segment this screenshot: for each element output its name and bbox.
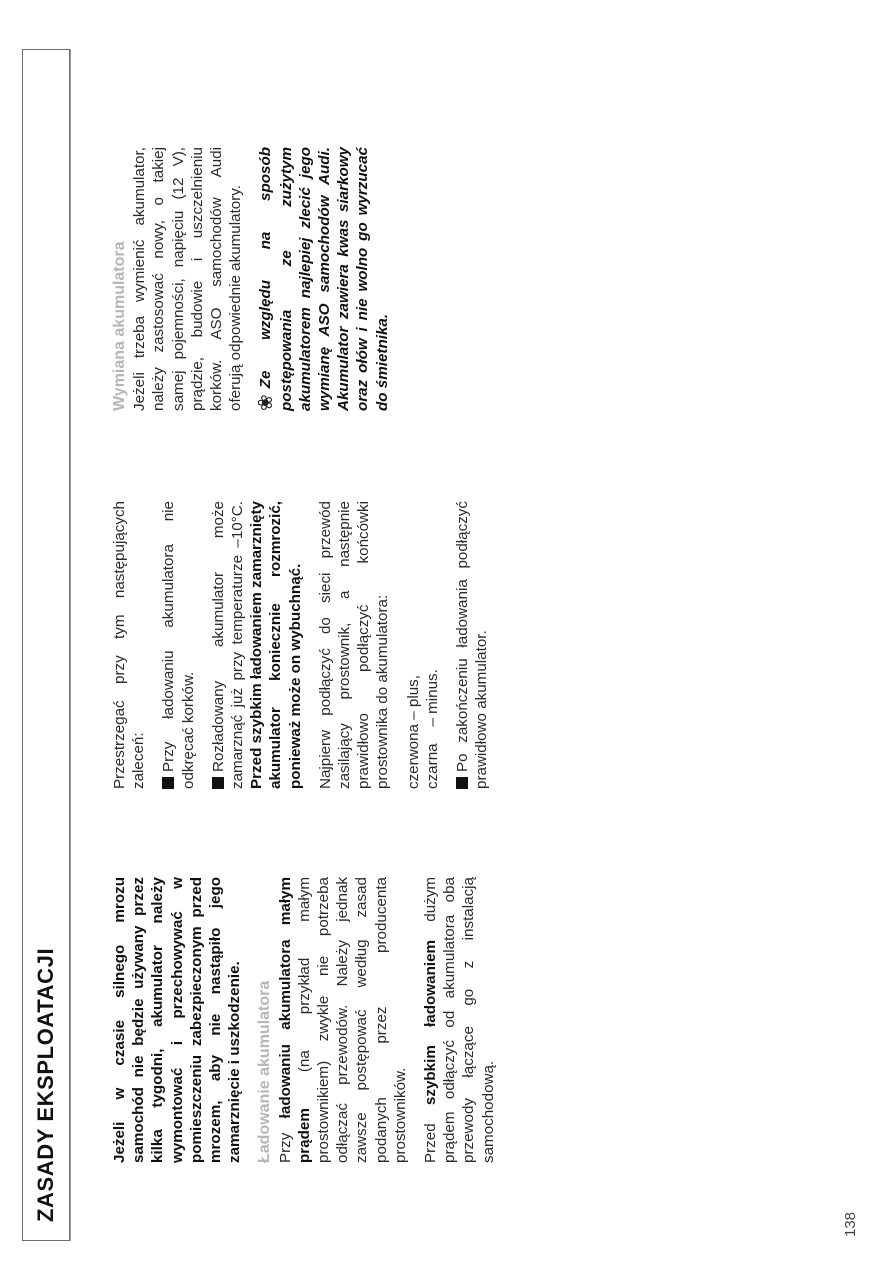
flower-icon: ❀ <box>255 394 278 411</box>
column-1 <box>110 877 509 1163</box>
bullet-freeze-warning: Przed szybkim ładowaniem zamarznięty akumulator koniecznie rozmrozić, ponieważ może on wybuchnąć. <box>248 501 304 789</box>
winter-storage-paragraph: Jeżeli w czasie silnego mrozu samochód nie będzie używany przez kilka tygodni, akumulator należy wymontować i przechowywać w pomieszczeniu zabezpieczonym przed mrozem, aby nie nastąpiło jego zamarznięcie i uszkodzenie. <box>111 877 244 1163</box>
fast-charging-text: dużym prądem odłączyć od akumulatora oba przewody łączące go z instalacją samochodową. <box>422 877 497 1163</box>
column-2 <box>110 501 502 789</box>
slow-charging-text: (na przykład małym prostownikiem) zwykle nie potrzeba odłączać przewodów. Należy jednak zawsze postępować według zasad podanych przez producenta prostowników. <box>295 877 409 1163</box>
bullet-square-icon <box>162 777 174 789</box>
bullet-square-icon <box>456 777 468 789</box>
bullet-freeze <box>209 501 305 789</box>
page-number: 138 <box>842 1211 859 1237</box>
subheading-replacement: Wymiana akumulatora <box>111 241 128 411</box>
fast-charging-lead: Przed <box>422 1105 440 1163</box>
wire-black: czarna – minus. <box>423 669 441 789</box>
environment-note <box>256 147 391 411</box>
slow-charging-emphasis: ładowaniu akumulatora małym prądem <box>276 877 313 1163</box>
bullet-square-icon <box>212 777 224 789</box>
section-header <box>22 49 70 1241</box>
slow-charging-lead: Przy <box>276 1118 294 1163</box>
header-divider <box>70 49 71 1241</box>
charger-connection-paragraph: Najpierw podłączyć do sieci przewód zasilający prostownik, a następnie prawidłowo podłączyć końcówki prostownika do akumulatora: <box>316 501 392 789</box>
fast-charging-paragraph <box>421 877 498 1163</box>
environment-note-text: Ze względu na sposób postępowania ze zużytym akumulatorem najlepiej zlecić jego wymianę ASO samochodów Audi. Akumulator zawiera kwas siarkowy oraz ołów i nie wolno go wyrzucać do śmietnika. <box>257 147 391 411</box>
bullet-reconnect-text: Po zakończeniu ładowania podłączyć prawidłowo akumulator. <box>454 501 491 789</box>
bullet-caps-text: Przy ładowaniu akumulatora nie odkręcać korków. <box>160 501 197 789</box>
bullet-reconnect <box>453 501 491 789</box>
recommendations-intro: Przestrzegać przy tym następujących zaleceń: <box>111 501 148 789</box>
replacement-paragraph: Jeżeli trzeba wymienić akumulator, należy zastosować nowy, o takiej samej pojemności, napięciu (12 V), prądzie, budowie i uszczelnieniu korków. ASO samochodów Audi oferują odpowiednie akumulatory. <box>131 147 245 411</box>
subheading-charging: Ładowanie akumulatora <box>256 980 274 1163</box>
bullet-freeze-text: Rozładowany akumulator może zamarznąć już przy temperaturze –10°C. <box>209 501 247 789</box>
wire-red: czerwona – plus, <box>404 675 422 789</box>
section-title: ZASADY EKSPLOATACJI <box>33 947 58 1222</box>
bullet-caps <box>159 501 197 789</box>
slow-charging-paragraph <box>276 877 410 1163</box>
column-3 <box>110 147 403 411</box>
fast-charging-emphasis: szybkim ładowaniem <box>422 939 440 1106</box>
